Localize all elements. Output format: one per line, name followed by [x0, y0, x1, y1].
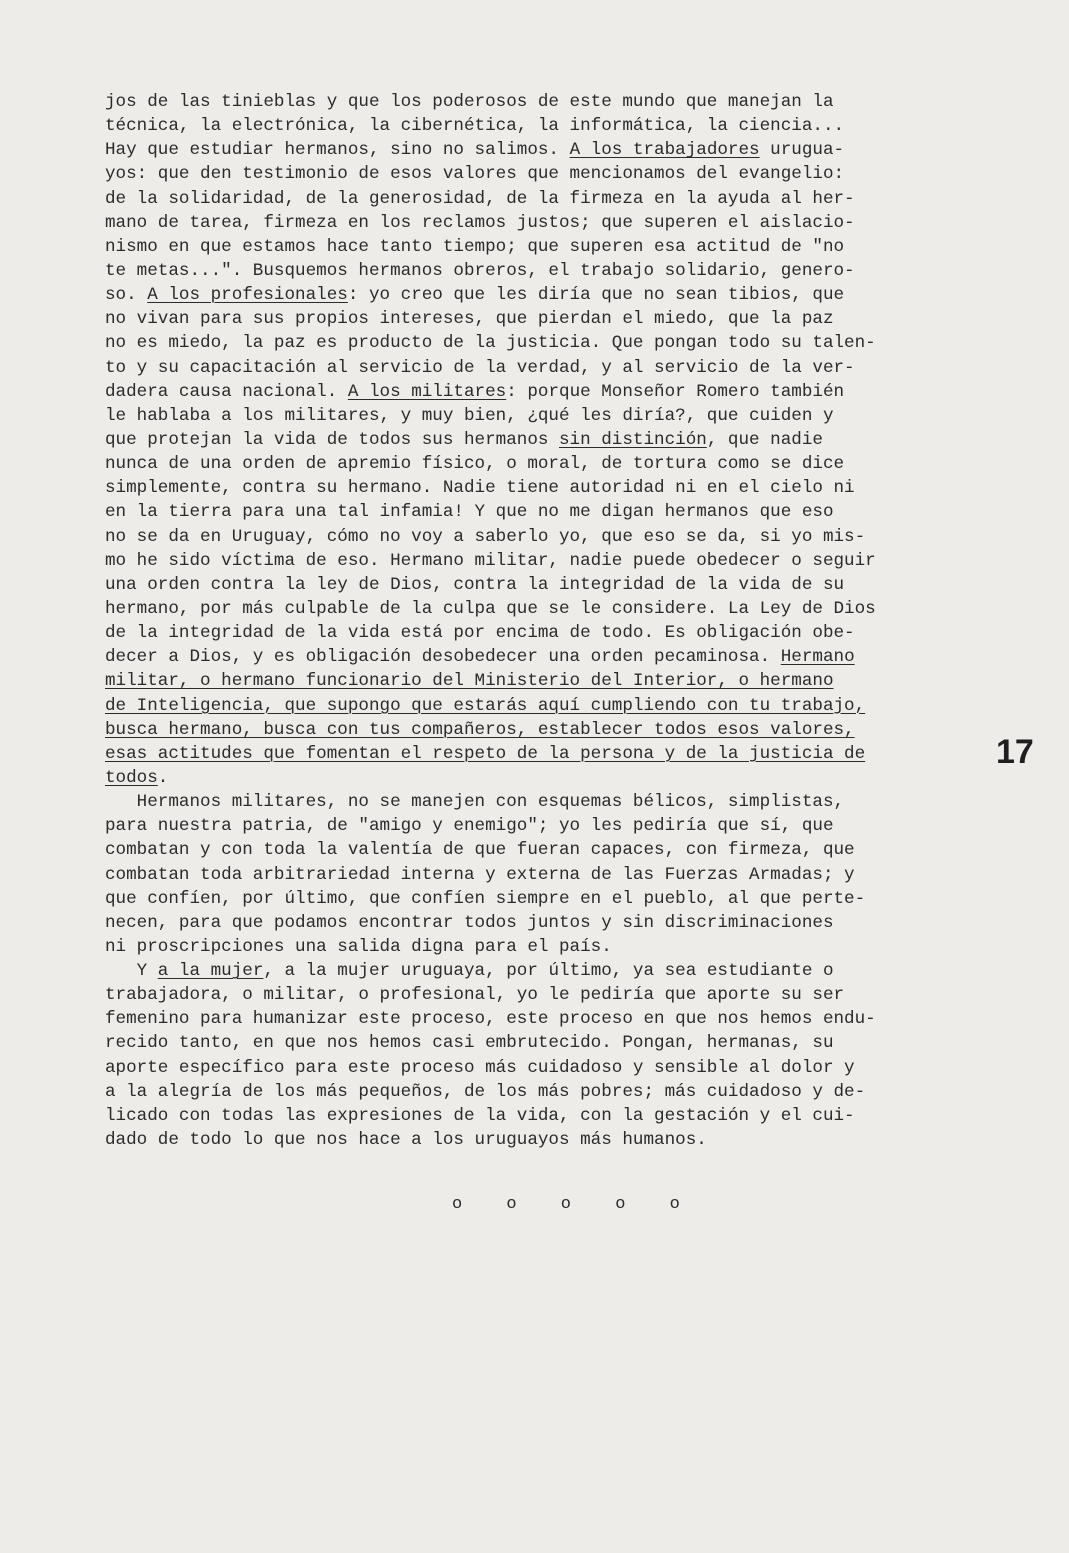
page-number: 17: [996, 733, 1034, 771]
text-line: [105, 356, 985, 380]
line-text: , que nadie: [706, 429, 823, 450]
line-text: combatan y con toda la valentía de que fueran capaces, con firmeza, que: [105, 840, 855, 861]
line-text: mo he sido víctima de eso. Hermano militar, nadie puede obedecer o seguir: [105, 550, 876, 571]
text-line: [105, 283, 985, 307]
text-line: [105, 476, 985, 500]
line-text: ni proscripciones una salida digna para el país.: [105, 936, 612, 957]
line-text: hermano, por más culpable de la culpa que se le considere. La Ley de Dios: [105, 598, 876, 619]
line-text: dado de todo lo que nos hace a los uruguayos más humanos.: [105, 1130, 707, 1151]
underlined-text: Hermano: [780, 647, 855, 668]
line-text: nunca de una orden de apremio físico, o moral, de tortura como se dice: [105, 454, 845, 475]
line-text: to y su capacitación al servicio de la verdad, y al servicio de la ver-: [105, 357, 855, 378]
text-line: [105, 766, 985, 790]
line-text: que confíen, por último, que confíen siempre en el pueblo, al que perte-: [105, 888, 866, 909]
text-line: [105, 428, 985, 452]
line-text: Y: [105, 961, 158, 982]
line-text: Hermanos militares, no se manejen con esquemas bélicos, simplistas,: [105, 792, 845, 813]
text-line: [105, 1056, 985, 1080]
text-line: [105, 838, 985, 862]
body-text: [105, 90, 985, 1152]
text-line: [105, 790, 985, 814]
text-line: [105, 138, 985, 162]
underlined-text: busca hermano, busca con tus compañeros, establecer todos esos valores,: [105, 719, 855, 740]
underlined-text: A los trabajadores: [569, 140, 760, 161]
line-text: no es miedo, la paz es producto de la justicia. Que pongan todo su talen-: [105, 333, 876, 354]
text-line: [105, 573, 985, 597]
line-text: .: [157, 767, 169, 788]
text-line: [105, 235, 985, 259]
text-line: [105, 1104, 985, 1128]
text-line: [105, 380, 985, 404]
text-line: [105, 525, 985, 549]
line-text: decer a Dios, y es obligación desobedecer una orden pecaminosa.: [105, 647, 781, 668]
line-text: : yo creo que les diría que no sean tibios, que: [347, 285, 845, 306]
text-line: [105, 983, 985, 1007]
text-line: [105, 211, 985, 235]
text-line: [105, 621, 985, 645]
text-line: [105, 959, 985, 983]
line-text: no se da en Uruguay, cómo no voy a saberlo yo, que eso se da, si yo mis-: [105, 526, 866, 547]
section-separator: o o o o o: [452, 1195, 697, 1214]
text-line: [105, 500, 985, 524]
line-text: Hay que estudiar hermanos, sino no salimos.: [105, 140, 570, 161]
line-text: nismo en que estamos hace tanto tiempo; que superen esa actitud de "no: [105, 236, 845, 257]
line-text: , a la mujer uruguaya, por último, ya sea estudiante o: [263, 961, 834, 982]
line-text: simplemente, contra su hermano. Nadie tiene autoridad ni en el cielo ni: [105, 478, 855, 499]
line-text: a la alegría de los más pequeños, de los más pobres; más cuidadoso y de-: [105, 1081, 866, 1102]
text-line: [105, 331, 985, 355]
text-line: [105, 863, 985, 887]
underlined-text: a la mujer: [157, 961, 264, 982]
text-line: [105, 1031, 985, 1055]
line-text: aporte específico para este proceso más cuidadoso y sensible al dolor y: [105, 1057, 855, 1078]
line-text: que protejan la vida de todos sus hermanos: [105, 429, 559, 450]
underlined-text: sin distinción: [559, 429, 707, 450]
line-text: yos: que den testimonio de esos valores que mencionamos del evangelio:: [105, 164, 845, 185]
line-text: mano de tarea, firmeza en los reclamos justos; que superen el aislacio-: [105, 212, 855, 233]
text-line: [105, 935, 985, 959]
line-text: necen, para que podamos encontrar todos juntos y sin discriminaciones: [105, 912, 834, 933]
text-line: [105, 549, 985, 573]
line-text: te metas...". Busquemos hermanos obreros, el trabajo solidario, genero-: [105, 260, 855, 281]
text-line: [105, 1080, 985, 1104]
line-text: jos de las tinieblas y que los poderosos de este mundo que manejan la: [105, 92, 834, 112]
line-text: para nuestra patria, de "amigo y enemigo"; yo les pediría que sí, que: [105, 816, 834, 837]
text-line: [105, 114, 985, 138]
text-line: [105, 307, 985, 331]
underlined-text: A los militares: [347, 381, 507, 402]
text-line: [105, 162, 985, 186]
text-line: [105, 187, 985, 211]
text-line: [105, 452, 985, 476]
underlined-text: todos: [105, 767, 158, 788]
text-line: [105, 259, 985, 283]
line-text: una orden contra la ley de Dios, contra la integridad de la vida de su: [105, 574, 845, 595]
text-line: [105, 742, 985, 766]
line-text: en la tierra para una tal infamia! Y que no me digan hermanos que eso: [105, 502, 834, 523]
text-line: [105, 718, 985, 742]
text-line: [105, 1128, 985, 1152]
line-text: : porque Monseñor Romero también: [506, 381, 845, 402]
line-text: no vivan para sus propios intereses, que pierdan el miedo, que la paz: [105, 309, 834, 330]
line-text: so.: [105, 285, 148, 306]
line-text: técnica, la electrónica, la cibernética, la informática, la ciencia...: [105, 116, 845, 137]
line-text: dadera causa nacional.: [105, 381, 348, 402]
underlined-text: esas actitudes que fomentan el respeto de la persona y de la justicia de: [105, 743, 866, 764]
line-text: femenino para humanizar este proceso, este proceso en que nos hemos endu-: [105, 1009, 876, 1030]
text-line: [105, 911, 985, 935]
line-text: de la integridad de la vida está por encima de todo. Es obligación obe-: [105, 623, 855, 644]
underlined-text: A los profesionales: [147, 285, 348, 306]
line-text: recido tanto, en que nos hemos casi embrutecido. Pongan, hermanas, su: [105, 1033, 834, 1054]
text-line: [105, 90, 985, 114]
line-text: de la solidaridad, de la generosidad, de la firmeza en la ayuda al her-: [105, 188, 855, 209]
underlined-text: militar, o hermano funcionario del Ministerio del Interior, o hermano: [105, 671, 834, 692]
line-text: combatan toda arbitrariedad interna y externa de las Fuerzas Armadas; y: [105, 864, 855, 885]
line-text: licado con todas las expresiones de la vida, con la gestación y el cui-: [105, 1105, 855, 1126]
text-line: [105, 694, 985, 718]
text-line: [105, 814, 985, 838]
line-text: urugua-: [759, 140, 845, 161]
text-line: [105, 887, 985, 911]
text-line: [105, 1007, 985, 1031]
text-line: [105, 645, 985, 669]
line-text: trabajadora, o militar, o profesional, yo le pediría que aporte su ser: [105, 985, 845, 1006]
text-line: [105, 404, 985, 428]
line-text: le hablaba a los militares, y muy bien, ¿qué les diría?, que cuiden y: [105, 405, 834, 426]
underlined-text: de Inteligencia, que supongo que estarás aquí cumpliendo con tu trabajo,: [105, 695, 866, 716]
text-line: [105, 597, 985, 621]
text-line: [105, 669, 985, 693]
